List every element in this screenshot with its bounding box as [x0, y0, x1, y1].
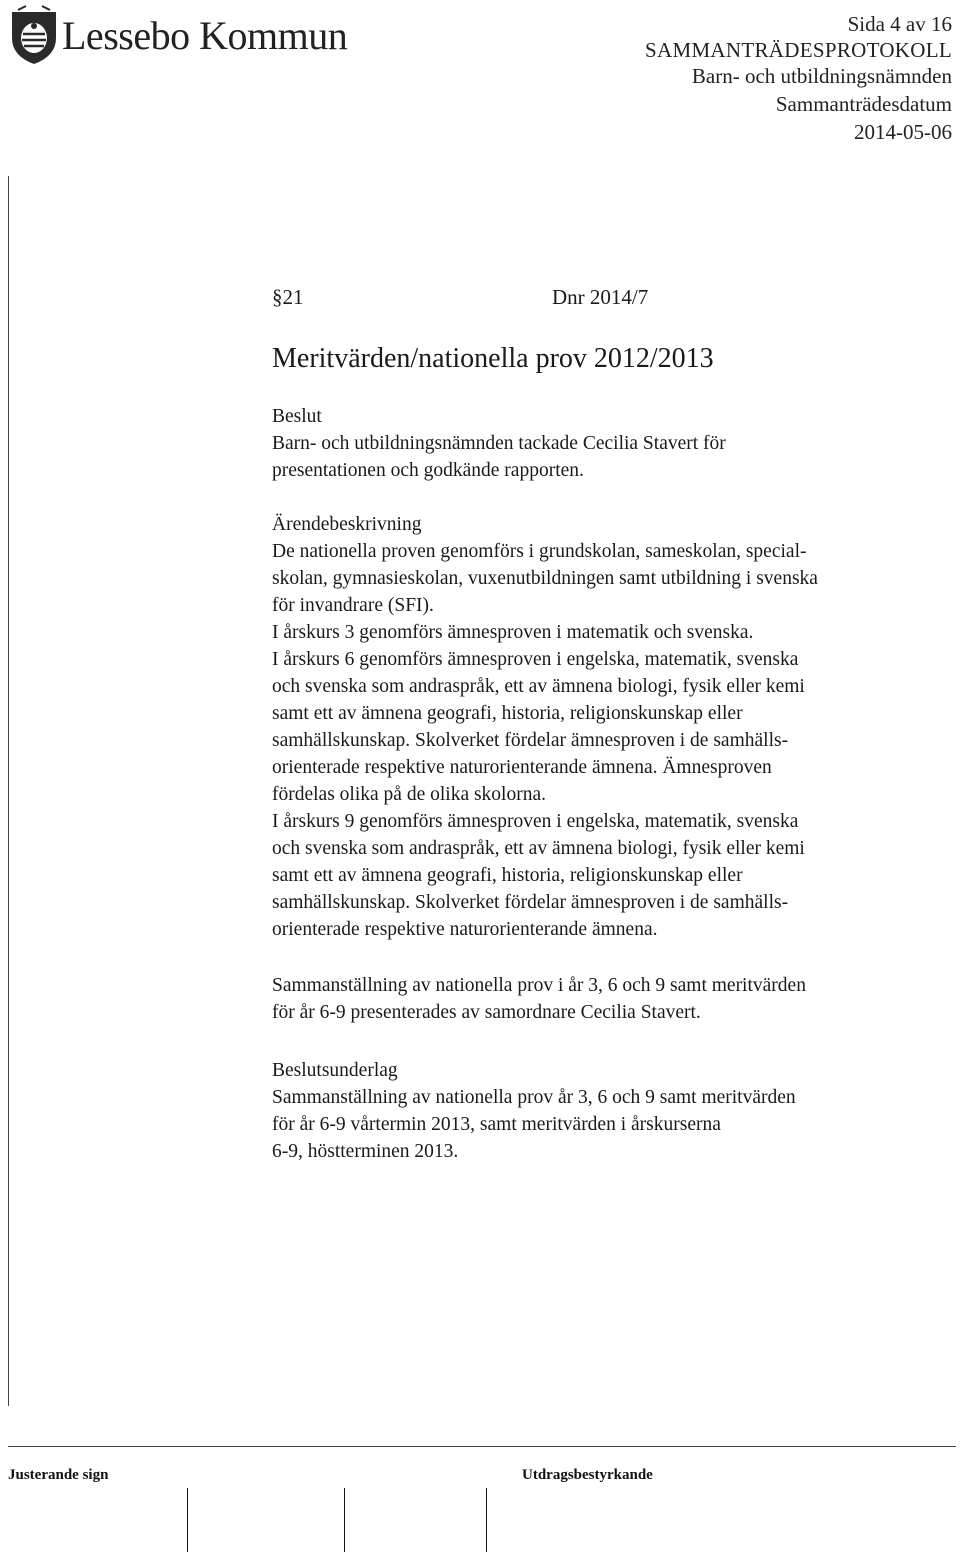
text-line: I årskurs 6 genomförs ämnesproven i engelska, matematik, svenska: [272, 649, 799, 670]
footer-divider: [8, 1446, 956, 1447]
text-line: Sammanställning av nationella prov i år 3, 6 och 9 samt meritvärden: [272, 975, 806, 996]
text-line: I årskurs 9 genomförs ämnesproven i engelska, matematik, svenska: [272, 811, 799, 832]
case-description-heading: Ärendebeskrivning: [272, 514, 422, 535]
text-line: Barn- och utbildningsnämnden tackade Cecilia Stavert för: [272, 433, 726, 454]
text-line: och svenska som andraspråk, ett av ämnena biologi, fysik eller kemi: [272, 676, 805, 697]
document-type: SAMMANTRÄDESPROTOKOLL: [645, 38, 952, 62]
text-line: Sammanställning av nationella prov år 3, 6 och 9 samt meritvärden: [272, 1087, 796, 1108]
text-line: för år 6-9 vårtermin 2013, samt meritvärden i årskurserna: [272, 1114, 721, 1135]
signature-box-divider: [344, 1488, 345, 1552]
decision-basis-text: [272, 1084, 796, 1165]
coat-of-arms-icon: [8, 4, 60, 68]
text-line: 6-9, höstterminen 2013.: [272, 1141, 459, 1162]
extract-certification-label: Utdragsbestyrkande: [522, 1467, 653, 1483]
case-description-text: [272, 538, 818, 943]
signature-box-divider: [187, 1488, 188, 1552]
text-line: skolan, gymnasieskolan, vuxenutbildningen samt utbildning i svenska: [272, 568, 818, 589]
text-line: för år 6-9 presenterades av samordnare Cecilia Stavert.: [272, 1002, 701, 1023]
item-title: Meritvärden/nationella prov 2012/2013: [272, 343, 714, 374]
text-line: och svenska som andraspråk, ett av ämnena biologi, fysik eller kemi: [272, 838, 805, 859]
text-line: I årskurs 3 genomförs ämnesproven i matematik och svenska.: [272, 622, 754, 643]
decision-heading: Beslut: [272, 406, 322, 427]
case-number: Dnr 2014/7: [552, 285, 649, 309]
logo-text: Lessebo Kommun: [62, 13, 348, 58]
summary-text: [272, 972, 806, 1026]
section-number: §21: [272, 285, 304, 309]
text-line: De nationella proven genomförs i grundskolan, sameskolan, special-: [272, 541, 807, 562]
text-line: samhällskunskap. Skolverket fördelar ämnesproven i de samhälls-: [272, 892, 789, 913]
adjuster-signature-label: Justerande sign: [8, 1467, 109, 1483]
text-line: samt ett av ämnena geografi, historia, religionskunskap eller: [272, 703, 743, 724]
page-number: Sida 4 av 16: [847, 12, 952, 36]
signature-box-divider: [486, 1488, 487, 1552]
text-line: samt ett av ämnena geografi, historia, religionskunskap eller: [272, 865, 743, 886]
text-line: presentationen och godkände rapporten.: [272, 460, 584, 481]
text-line: orienterade respektive naturorienterande ämnena.: [272, 919, 658, 940]
decision-text: [272, 430, 726, 484]
text-line: samhällskunskap. Skolverket fördelar ämnesproven i de samhälls-: [272, 730, 789, 751]
meeting-date-label: Sammanträdesdatum: [775, 92, 952, 116]
text-line: orienterade respektive naturorienterande ämnena. Ämnesproven: [272, 757, 772, 778]
text-line: fördelas olika på de olika skolorna.: [272, 784, 546, 805]
margin-line: [8, 176, 9, 1406]
meeting-date: 2014-05-06: [854, 120, 952, 144]
committee-name: Barn- och utbildningsnämnden: [691, 64, 952, 88]
text-line: för invandrare (SFI).: [272, 595, 434, 616]
decision-basis-heading: Beslutsunderlag: [272, 1060, 398, 1081]
